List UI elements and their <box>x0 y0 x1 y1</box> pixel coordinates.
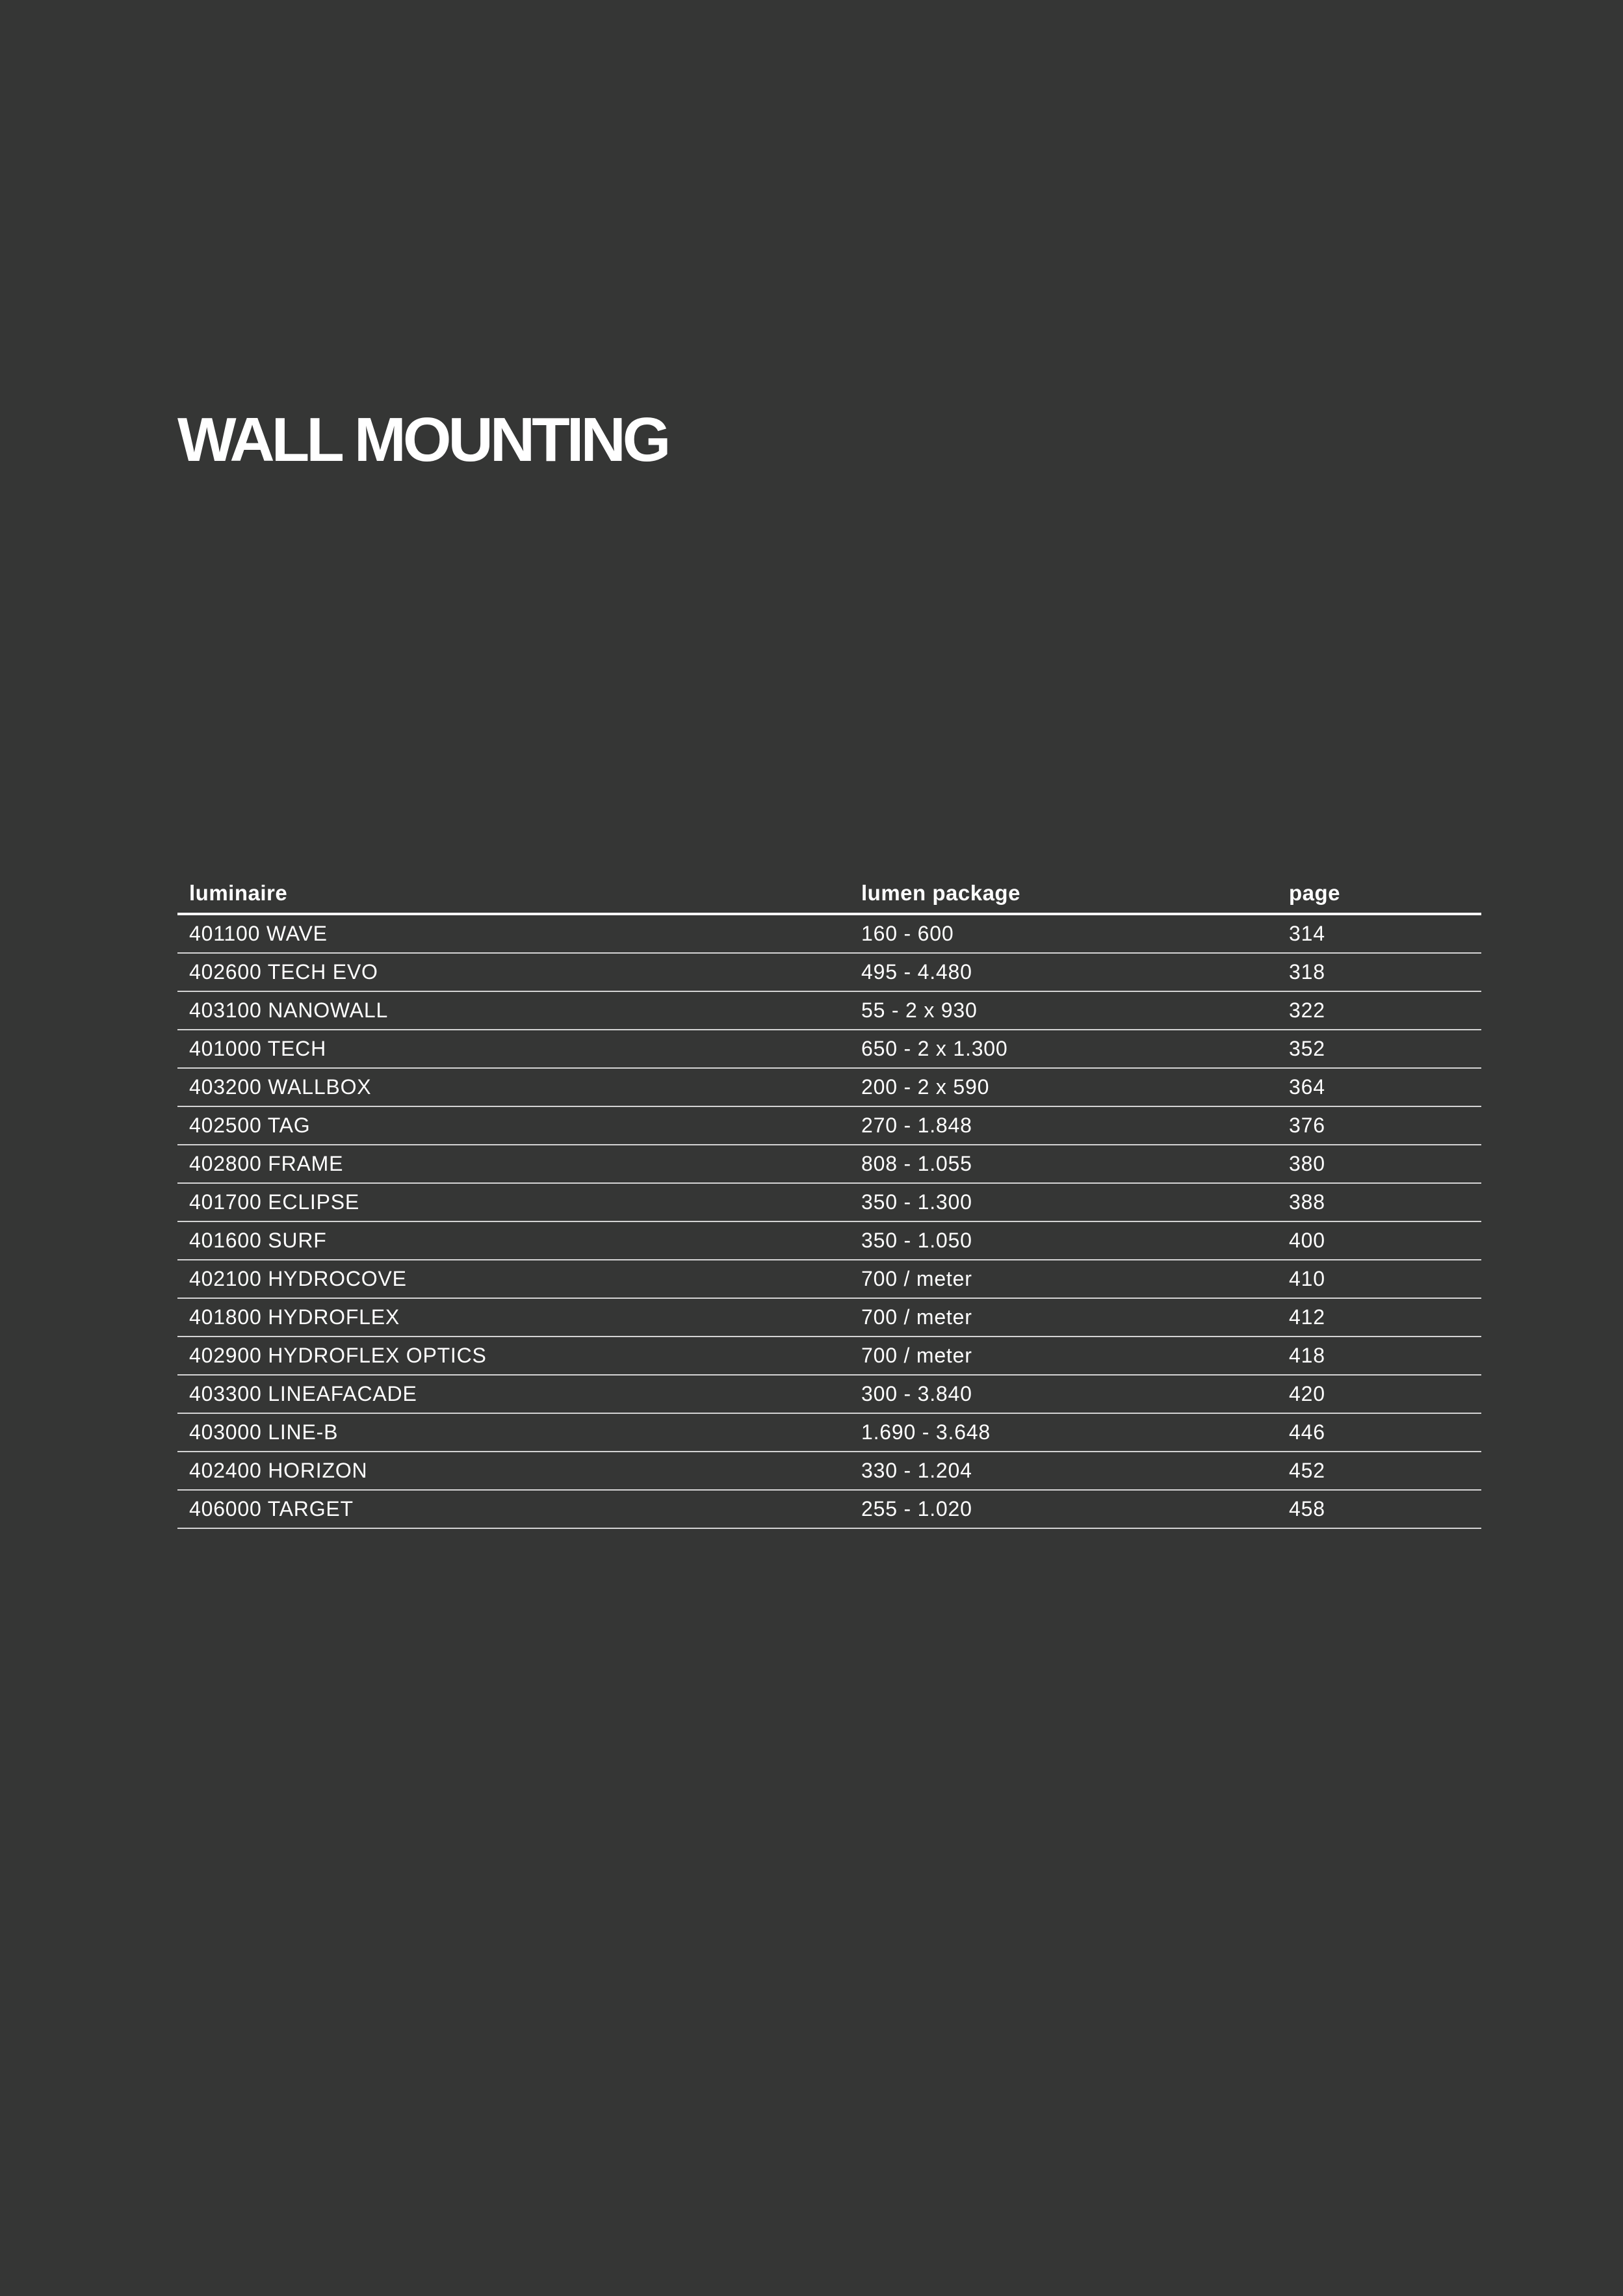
page-number-cell: 420 <box>1277 1375 1481 1413</box>
page-number-cell: 364 <box>1277 1068 1481 1106</box>
page-title: WALL MOUNTING <box>177 405 668 475</box>
lumen-package-cell: 270 - 1.848 <box>850 1106 1277 1145</box>
table-row <box>177 1068 1481 1106</box>
luminaire-cell: 401100 WAVE <box>177 914 850 953</box>
lumen-package-cell: 350 - 1.300 <box>850 1183 1277 1221</box>
page-number-cell: 388 <box>1277 1183 1481 1221</box>
luminaire-cell: 402100 HYDROCOVE <box>177 1260 850 1298</box>
column-header-page: page <box>1277 874 1481 914</box>
lumen-package-cell: 650 - 2 x 1.300 <box>850 1030 1277 1068</box>
table-row <box>177 953 1481 991</box>
table-row <box>177 1298 1481 1337</box>
table-row <box>177 1221 1481 1260</box>
table-row <box>177 1337 1481 1375</box>
page-number-cell: 376 <box>1277 1106 1481 1145</box>
lumen-package-cell: 55 - 2 x 930 <box>850 991 1277 1030</box>
luminaire-cell: 403300 LINEAFACADE <box>177 1375 850 1413</box>
luminaire-table <box>177 874 1481 1529</box>
lumen-package-cell: 1.690 - 3.648 <box>850 1413 1277 1452</box>
page-number-cell: 318 <box>1277 953 1481 991</box>
page-number-cell: 322 <box>1277 991 1481 1030</box>
luminaire-cell: 402400 HORIZON <box>177 1452 850 1490</box>
lumen-package-cell: 160 - 600 <box>850 914 1277 953</box>
table-row <box>177 1030 1481 1068</box>
table-row <box>177 1260 1481 1298</box>
table-row <box>177 1145 1481 1183</box>
table-row <box>177 991 1481 1030</box>
table-header <box>177 874 1481 914</box>
luminaire-cell: 402900 HYDROFLEX OPTICS <box>177 1337 850 1375</box>
table-row <box>177 1106 1481 1145</box>
page-number-cell: 412 <box>1277 1298 1481 1337</box>
table-row <box>177 1413 1481 1452</box>
luminaire-cell: 406000 TARGET <box>177 1490 850 1528</box>
luminaire-cell: 403100 NANOWALL <box>177 991 850 1030</box>
luminaire-cell: 401000 TECH <box>177 1030 850 1068</box>
lumen-package-cell: 700 / meter <box>850 1260 1277 1298</box>
column-header-luminaire: luminaire <box>177 874 850 914</box>
page-number-cell: 452 <box>1277 1452 1481 1490</box>
luminaire-cell: 403000 LINE-B <box>177 1413 850 1452</box>
luminaire-cell: 401700 ECLIPSE <box>177 1183 850 1221</box>
lumen-package-cell: 700 / meter <box>850 1298 1277 1337</box>
table-row <box>177 914 1481 953</box>
page-number-cell: 418 <box>1277 1337 1481 1375</box>
luminaire-cell: 403200 WALLBOX <box>177 1068 850 1106</box>
table-body <box>177 914 1481 1528</box>
lumen-package-cell: 495 - 4.480 <box>850 953 1277 991</box>
lumen-package-cell: 255 - 1.020 <box>850 1490 1277 1528</box>
page-number-cell: 410 <box>1277 1260 1481 1298</box>
lumen-package-cell: 700 / meter <box>850 1337 1277 1375</box>
luminaire-cell: 402600 TECH EVO <box>177 953 850 991</box>
page-number-cell: 380 <box>1277 1145 1481 1183</box>
page-number-cell: 446 <box>1277 1413 1481 1452</box>
luminaire-cell: 401800 HYDROFLEX <box>177 1298 850 1337</box>
table-row <box>177 1452 1481 1490</box>
luminaire-cell: 402500 TAG <box>177 1106 850 1145</box>
column-header-lumen-package: lumen package <box>850 874 1277 914</box>
table-row <box>177 1375 1481 1413</box>
lumen-package-cell: 808 - 1.055 <box>850 1145 1277 1183</box>
lumen-package-cell: 350 - 1.050 <box>850 1221 1277 1260</box>
lumen-package-cell: 300 - 3.840 <box>850 1375 1277 1413</box>
page-number-cell: 352 <box>1277 1030 1481 1068</box>
table-row <box>177 1490 1481 1528</box>
table-row <box>177 1183 1481 1221</box>
table-header-row <box>177 874 1481 914</box>
page-number-cell: 400 <box>1277 1221 1481 1260</box>
luminaire-cell: 401600 SURF <box>177 1221 850 1260</box>
page-number-cell: 458 <box>1277 1490 1481 1528</box>
lumen-package-cell: 330 - 1.204 <box>850 1452 1277 1490</box>
lumen-package-cell: 200 - 2 x 590 <box>850 1068 1277 1106</box>
page-number-cell: 314 <box>1277 914 1481 953</box>
luminaire-cell: 402800 FRAME <box>177 1145 850 1183</box>
